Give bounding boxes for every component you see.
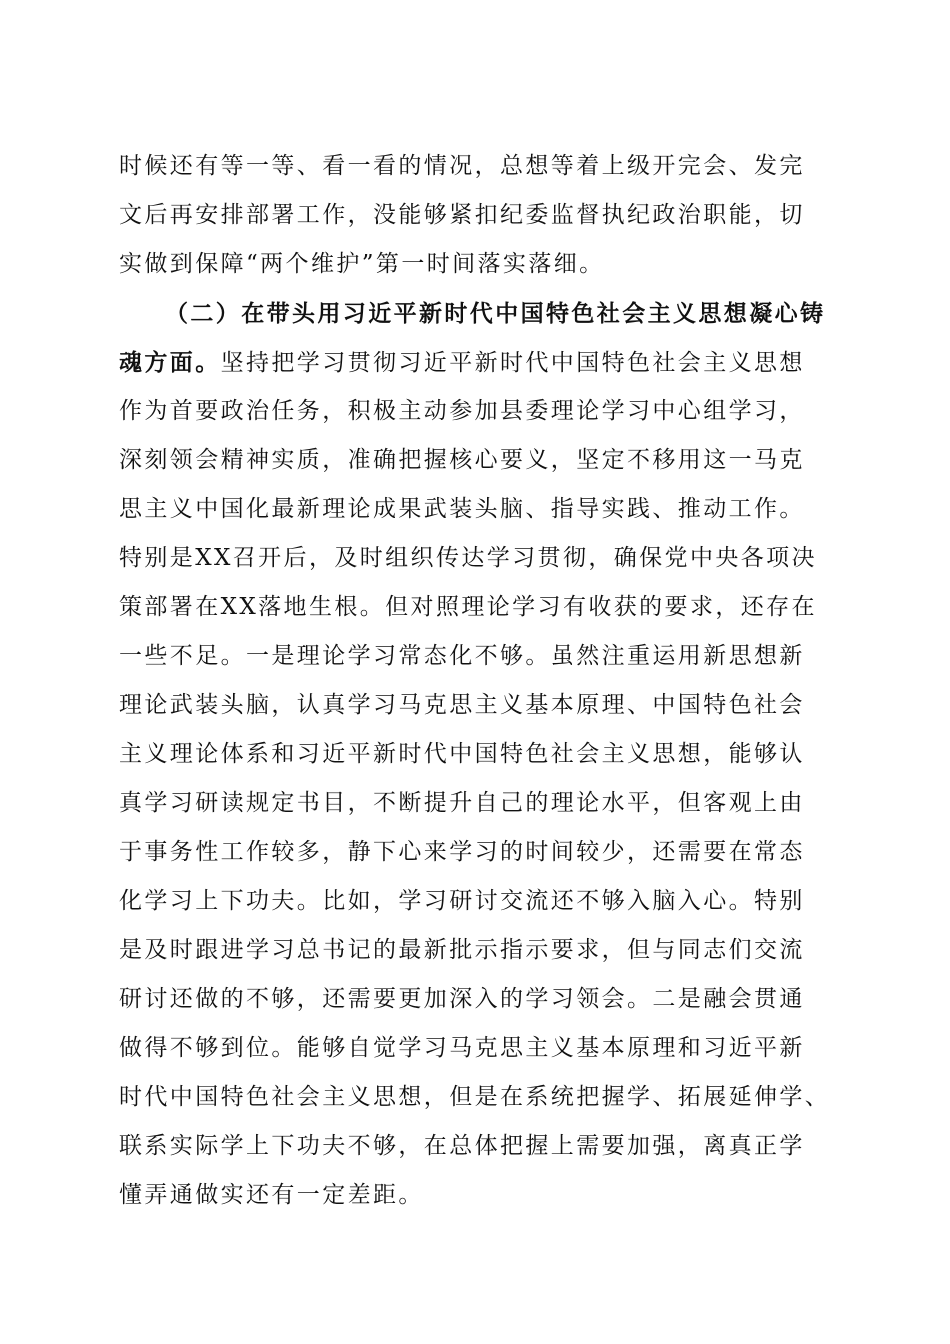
text-line <box>119 142 839 191</box>
text-segment: 一些不足。一是理论学习常态化不够。虽然注重运用新思想新 <box>119 643 805 669</box>
text-segment: 坚持把学习贯彻习近平新时代中国特色社会主义思想 <box>220 350 805 376</box>
text-segment: 作为首要政治任务，积极主动参加县委理论学习中心组学习， <box>119 398 805 424</box>
text-line <box>119 583 839 632</box>
text-segment: 深刻领会精神实质，准确把握核心要义，坚定不移用这一马克 <box>119 447 805 473</box>
text-line <box>119 779 839 828</box>
text-segment: 化学习上下功夫。比如，学习研讨交流还不够入脑入心。特别 <box>119 888 805 914</box>
text-line <box>119 436 839 485</box>
text-line <box>119 240 839 289</box>
text-segment: 懂弄通做实还有一定差距。 <box>119 1182 424 1208</box>
text-line <box>119 485 839 534</box>
text-segment: 理论武装头脑，认真学习马克思主义基本原理、中国特色社会 <box>119 692 805 718</box>
text-line <box>119 534 839 583</box>
text-line <box>119 1122 839 1171</box>
text-line <box>119 681 839 730</box>
text-line <box>119 1171 839 1220</box>
text-line <box>119 632 839 681</box>
text-segment: 真学习研读规定书目，不断提升自己的理论水平，但客观上由 <box>119 790 805 816</box>
section-heading: （二）在带头用习近平新时代中国特色社会主义思想凝心铸 <box>165 300 826 327</box>
text-segment: 于事务性工作较多，静下心来学习的时间较少，还需要在常态 <box>119 839 805 865</box>
text-line <box>119 1024 839 1073</box>
text-segment: 主义理论体系和习近平新时代中国特色社会主义思想，能够认 <box>119 741 805 767</box>
text-segment: 时候还有等一等、看一看的情况，总想等着上级开完会、发完 <box>119 153 805 179</box>
text-segment: 研讨还做的不够，还需要更加深入的学习领会。二是融会贯通 <box>119 986 805 1012</box>
text-line <box>119 926 839 975</box>
text-line <box>119 338 839 387</box>
text-line <box>119 877 839 926</box>
text-segment: 联系实际学上下功夫不够，在总体把握上需要加强，离真正学 <box>119 1133 805 1159</box>
text-segment: 特别是XX召开后，及时组织传达学习贯彻，确保党中央各项决 <box>119 545 817 571</box>
text-segment: 策部署在XX落地生根。但对照理论学习有收获的要求，还存在 <box>119 594 817 620</box>
text-segment: 实做到保障“两个维护”第一时间落实落细。 <box>119 251 605 277</box>
text-line <box>119 387 839 436</box>
section-heading-end: 魂方面。 <box>119 349 221 376</box>
text-segment: 文后再安排部署工作，没能够紧扣纪委监督执纪政治职能，切 <box>119 202 805 228</box>
text-segment: 是及时跟进学习总书记的最新批示指示要求，但与同志们交流 <box>119 937 805 963</box>
text-line <box>119 1073 839 1122</box>
text-line <box>119 730 839 779</box>
document-body <box>119 142 839 1220</box>
text-line <box>119 191 839 240</box>
text-segment: 做得不够到位。能够自觉学习马克思主义基本原理和习近平新 <box>119 1035 805 1061</box>
text-segment: 思主义中国化最新理论成果武装头脑、指导实践、推动工作。 <box>119 496 805 522</box>
section-heading-line <box>119 289 839 338</box>
text-segment: 时代中国特色社会主义思想，但是在系统把握学、拓展延伸学、 <box>119 1084 831 1110</box>
text-line <box>119 828 839 877</box>
text-line <box>119 975 839 1024</box>
